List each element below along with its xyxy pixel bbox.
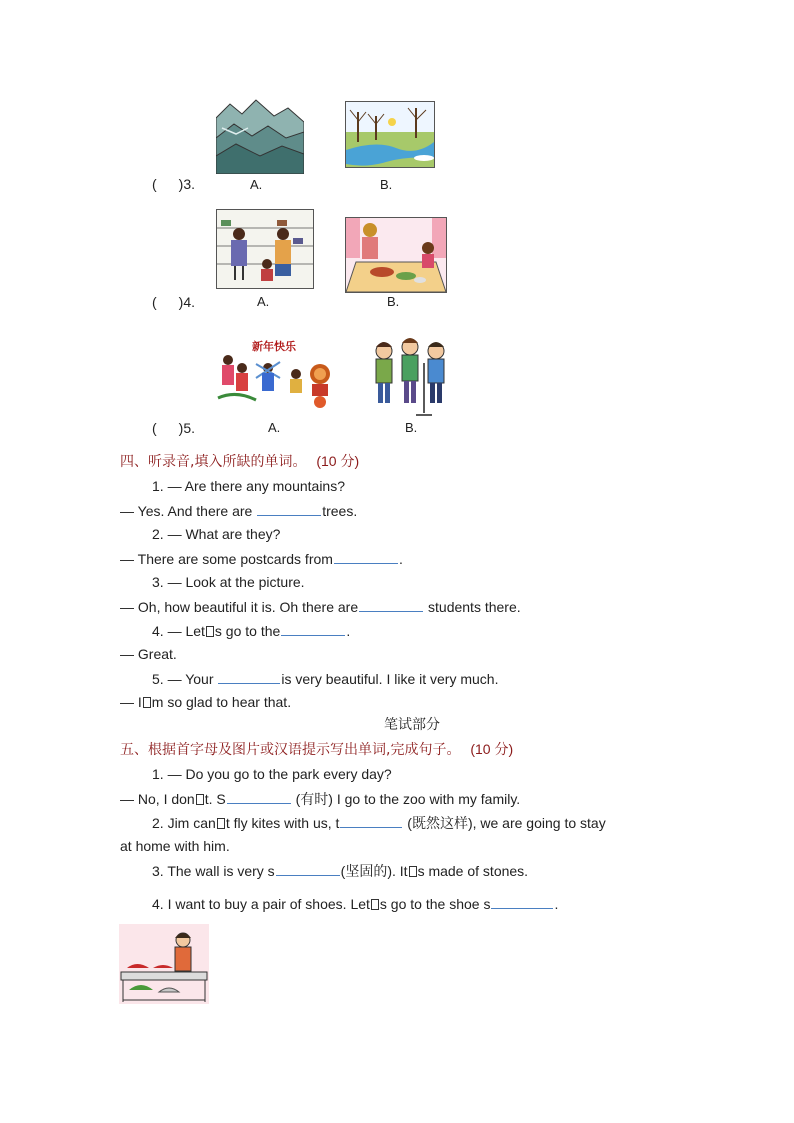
s5-q1-text-c: (有时) I go to the zoo with my family. [295,791,521,807]
s4-line3: 2. — What are they? [152,526,281,542]
s4-l9-text-a: 5. — Your [152,671,214,687]
s4-line2 [120,501,357,520]
s5-q1-text-b: t. S [204,791,226,807]
s5-q3-text-a: 3. The wall is very s [152,863,275,879]
s4-l9-text-b: is very beautiful. I like it very much. [281,671,499,687]
missing-apostrophe-box [196,794,204,805]
s5-blank-3[interactable] [276,861,340,876]
section4-title: 四、听录音,填入所缺的单词。 [120,454,307,470]
section4-heading [120,452,359,471]
q4-paren-close: ) [178,294,184,310]
s4-l4-text-a: — There are some postcards from [120,551,333,567]
s4-l4-text-b: . [398,551,403,567]
q4-option-a-label: A. [257,294,270,309]
section5-heading [120,740,513,759]
s5-blank-2[interactable] [340,813,402,828]
s5-q1-line: 1. — Do you go to the park every day? [152,766,392,782]
q3-paren-close: ) [178,176,184,192]
s5-q4-text-b: s go to the shoe s [379,896,491,912]
missing-apostrophe-box [371,899,379,910]
s5-q1-text-a: — No, I don [120,791,195,807]
s5-q4-text-a: 4. I want to buy a pair of shoes. Let [152,896,370,912]
q4-number: 4. [183,294,196,310]
s4-l6-text-a: — Oh, how beautiful it is. Oh there are [120,599,359,615]
s4-l7-text-a: 4. — Let [152,623,205,639]
q5-option-b-label: B. [405,420,418,435]
s5-q3-line [152,861,528,880]
missing-apostrophe-box [217,818,225,829]
s4-l7-text-b: s go to the [214,623,281,639]
s4-line5: 3. — Look at the picture. [152,574,305,590]
s4-blank-2[interactable] [334,549,398,564]
s4-blank-5[interactable] [218,669,280,684]
s5-q4-text-c: . [554,896,559,912]
q4-paren-open: ( [152,294,157,310]
new-year-text: 新年快乐 [252,340,296,353]
section5-title: 五、根据首字母及图片或汉语提示写出单词,完成句子。 [120,742,461,758]
s4-line6 [120,597,521,616]
s5-blank-1[interactable] [227,789,291,804]
q5-paren-close: ) [178,420,184,436]
s4-l10-text-a: — I [120,694,142,710]
section4-score: (10 分) [316,453,360,469]
s5-q3-text-b: (坚固的). It [340,863,408,879]
s5-q2-text-a: 2. Jim can [152,815,216,831]
picture-5a-new-year-celebration [216,338,340,410]
missing-apostrophe-box [143,697,151,708]
q5-option-a-label: A. [268,420,281,435]
s4-l2-text-a: — Yes. And there are [120,503,253,519]
s4-line10 [120,693,291,711]
s4-l6-text-b: students there. [428,599,521,615]
s5-q3-text-c: s made of stones. [417,863,529,879]
s4-line7 [152,621,350,640]
s4-blank-1[interactable] [257,501,321,516]
s4-l2-text-b: trees. [322,503,358,519]
picture-5b-boys-singing [370,333,460,419]
q3-option-a-label: A. [250,177,263,192]
picture-3b-river-trees [345,101,435,168]
s5-q1-answer-line [120,789,520,808]
q4-option-b-label: B. [387,294,400,309]
q3-paren-open: ( [152,176,157,192]
q3-option-b-label: B. [380,177,393,192]
missing-apostrophe-box [206,626,214,637]
s4-line1: 1. — Are there any mountains? [152,478,345,494]
s5-q2-continuation: at home with him. [120,838,230,854]
s4-line4 [120,549,403,568]
s4-l7-text-c: . [346,623,351,639]
missing-apostrophe-box [409,866,417,877]
s5-q2-text-b: t fly kites with us, t [225,815,340,831]
picture-4b-family-dinner [345,217,447,293]
s4-line8: — Great. [120,646,177,662]
written-part-heading: 笔试部分 [384,717,440,733]
s5-blank-4[interactable] [491,894,553,909]
s5-q2-text-c: (既然这样), we are going to stay [407,815,606,831]
s5-q2-line [152,813,606,832]
picture-shoe-shop-clerk [119,924,209,1004]
s4-line9 [152,669,498,688]
q3-number: 3. [183,176,196,192]
s5-q4-line [152,894,558,913]
picture-3a-mountains [216,98,304,174]
s4-blank-4[interactable] [281,621,345,636]
picture-4a-shoe-shop [216,209,314,289]
s4-l10-text-b: m so glad to hear that. [151,694,292,710]
q4-answer-paren[interactable] [152,293,195,311]
q5-answer-paren[interactable] [152,419,195,437]
q5-number: 5. [183,420,196,436]
q5-paren-open: ( [152,420,157,436]
q3-answer-paren[interactable] [152,175,195,193]
section5-score: (10 分) [470,741,514,757]
s4-blank-3[interactable] [359,597,423,612]
